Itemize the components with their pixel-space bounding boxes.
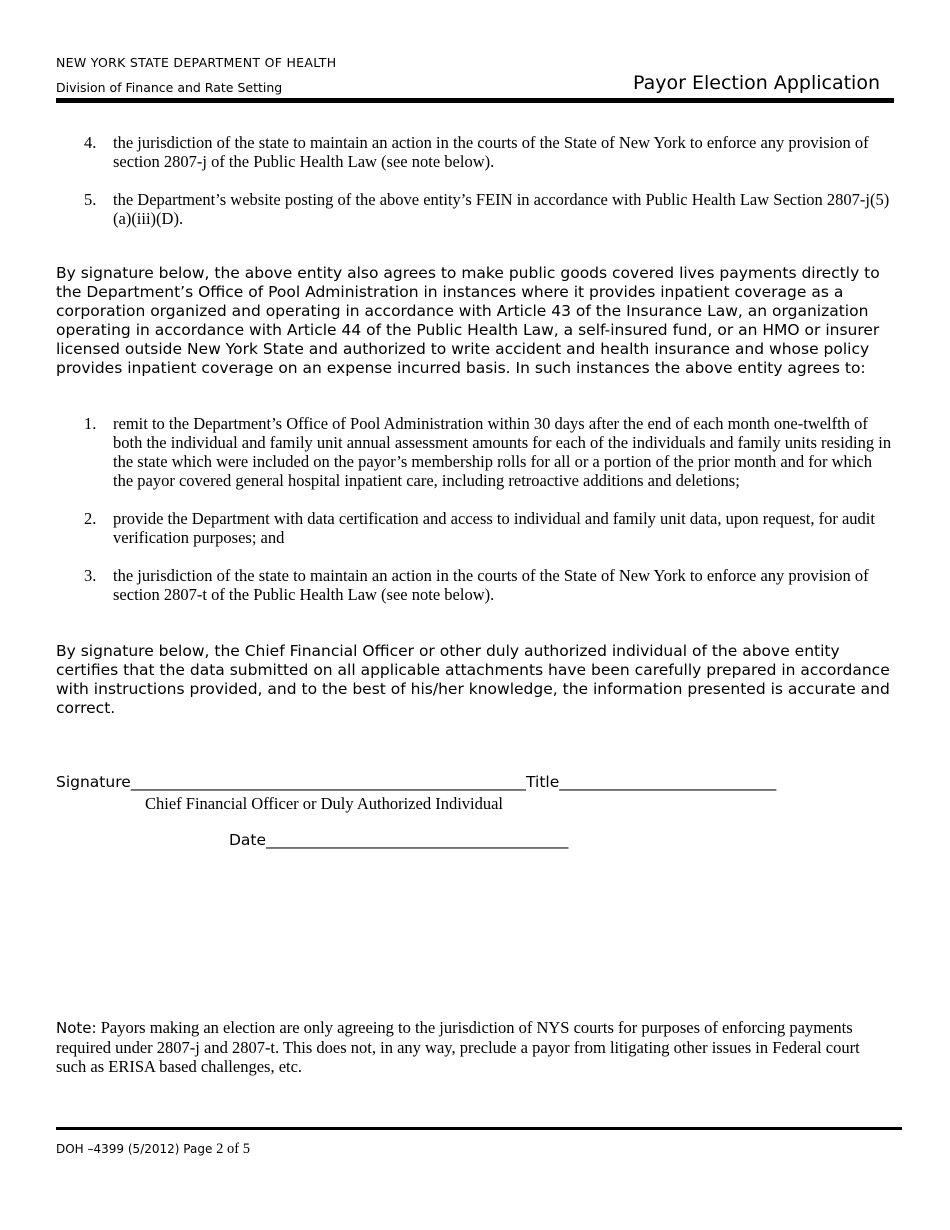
list-item-text: remit to the Department’s Office of Pool Administration within 30 days after the end of each month one-twelfth of both the individual and family unit annual assessment amounts for each of the individuals and family units residing in the state which were included on the payor’s membership rolls for all or a portion of the prior month and for which the payor covered general hospital inpatient care, including retroactive additions and deletions; xyxy=(113,414,892,490)
form-number: DOH –4399 (5/2012) Page xyxy=(56,1142,217,1156)
signer-caption: Chief Financial Officer or Duly Authorized Individual xyxy=(145,794,504,813)
list-item-number: 5. xyxy=(84,190,97,209)
date-label: Date xyxy=(229,831,267,849)
division-name: Division of Finance and Rate Setting xyxy=(56,80,283,95)
list-item-number: 2. xyxy=(84,509,97,528)
entity-agreement-list xyxy=(84,414,894,604)
agreement-list-continued xyxy=(84,133,894,228)
signature-row xyxy=(56,773,776,791)
list-item xyxy=(84,190,894,228)
footer-rule xyxy=(56,1127,902,1130)
signature-label: Signature xyxy=(56,773,131,791)
list-item xyxy=(84,509,894,547)
date-row xyxy=(229,831,568,849)
list-item xyxy=(84,133,894,171)
list-item-number: 1. xyxy=(84,414,97,433)
header-rule xyxy=(56,98,894,103)
form-title: Payor Election Application xyxy=(633,72,880,94)
list-item xyxy=(84,414,894,490)
agency-name: NEW YORK STATE DEPARTMENT OF HEALTH xyxy=(56,55,337,70)
list-item-text: provide the Department with data certification and access to individual and family unit data, upon request, for audit verification purposes; and xyxy=(113,509,875,547)
title-label: Title xyxy=(526,773,560,791)
list-item-number: 3. xyxy=(84,566,97,585)
jurisdiction-note xyxy=(56,1018,894,1076)
date-field[interactable]: _______________________________________ xyxy=(266,831,569,849)
list-item-number: 4. xyxy=(84,133,97,152)
signature-field[interactable]: ___________________________________________________ xyxy=(130,773,527,791)
covered-lives-paragraph: By signature below, the above entity also agrees to make public goods covered lives payments directly to the Department’s Office of Pool Administration in instances where it provides inpatient coverage as a corporation organized and operating in accordance with Article 43 of the Insurance Law, an organization operating in accordance with Article 44 of the Public Health Law, a self-insured fund, or an HMO or insurer licensed outside New York State and authorized to write accident and health insurance and whose policy provides inpatient coverage on an expense incurred basis. In such instances the above entity agrees to: xyxy=(56,264,880,377)
list-item xyxy=(84,566,894,604)
list-item-text: the jurisdiction of the state to maintain an action in the courts of the State of New York to enforce any provision of section 2807-t of the Public Health Law (see note below). xyxy=(113,566,869,604)
page-number: 2 of 5 xyxy=(216,1141,250,1157)
note-text: Payors making an election are only agreeing to the jurisdiction of NYS courts for purposes of enforcing payments required under 2807-j and 2807-t. This does not, in any way, preclude a payor from litigating other issues in Federal court such as ERISA based challenges, etc. xyxy=(56,1018,860,1076)
list-item-text: the jurisdiction of the state to maintain an action in the courts of the State of New York to enforce any provision of section 2807-j of the Public Health Law (see note below). xyxy=(113,133,869,171)
list-item-text: the Department’s website posting of the above entity’s FEIN in accordance with Public Health Law Section 2807-j(5)(a)(iii)(D). xyxy=(113,190,890,228)
page-footer xyxy=(56,1141,250,1158)
certification-paragraph: By signature below, the Chief Financial Officer or other duly authorized individual of the above entity certifies that the data submitted on all applicable attachments have been carefully prepared in accordance with instructions provided, and to the best of his/her knowledge, the information presented is accurate and correct. xyxy=(56,642,890,717)
note-label: Note: xyxy=(56,1019,97,1037)
title-field[interactable]: ____________________________ xyxy=(559,773,777,791)
